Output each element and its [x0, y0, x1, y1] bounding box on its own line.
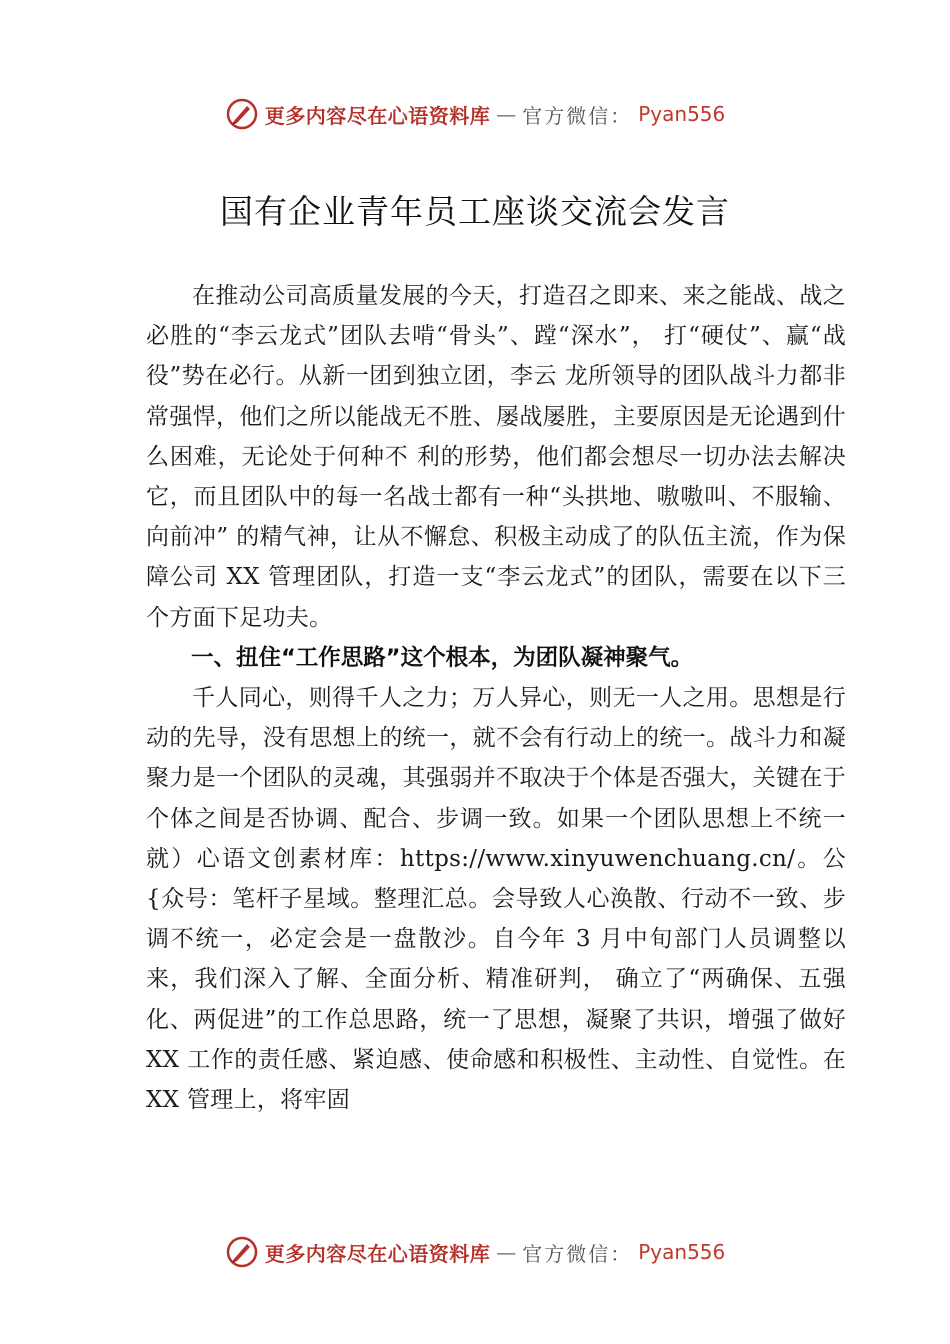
quill-seal-logo-icon [225, 1235, 259, 1269]
banner-wechat-id: Pyan556 [638, 102, 726, 126]
footer-wechat-id: Pyan556 [638, 1240, 726, 1264]
section-paragraph: 千人同心，则得千人之力；万人异心，则无一人之用。思想是行动的先导，没有思想上的统一，就不会有行动上的统一。战斗力和凝聚力是一个团队的灵魂，其强弱并不取决于个体是否强大，关键在于个体之间是否协调、配合、步调一致。如果一个团队思想上不统一就）心语文创素材库：https://www.xinyuwenchuang.cn/。公{众号：笔杆子星域。整理汇总。会导致人心涣散、行动不一致、步调不统一，必定会是一盘散沙。自今年 3 月中旬部门人员调整以来，我们深入了解、全面分析、精准研判， 确立了“两确保、五强化、两促进”的工作总思路，统一了思想，凝聚了共识，增强了做好 XX 工作的责任感、紧迫感、使命感和积极性、主动性、自觉性。在 XX 管理上，将牢固 [146, 685, 846, 1114]
section-heading: 一、扭住“工作思路”这个根本，为团队凝神聚气。 [191, 644, 694, 671]
document-title: 国有企业青年员工座谈交流会发言 [220, 192, 730, 231]
banner-wechat-label: 官方微信： [522, 103, 633, 128]
footer-banner [0, 1232, 950, 1272]
banner-site-name: 更多内容尽在心语资料库 [264, 103, 491, 128]
intro-paragraph: 在推动公司高质量发展的今天，打造召之即来、来之能战、战之必胜的“李云龙式”团队去啃“骨头”、蹚“深水”， 打“硬仗”、赢“战役”势在必行。从新一团到独立团，李云 龙所领导的团队战斗力都非常强悍，他们之所以能战无不胜、屡战屡胜，主要原因是无论遇到什么困难，无论处于何种不 利的形势，他们都会想尽一切办法去解决它，而且团队中的每一名战士都有一种“头拱地、嗷嗷叫、不服输、向前冲” 的精气神，让从不懈怠、积极主动成了的队伍主流，作为保 障公司 XX 管理团队，打造一支“李云龙式”的团队，需要在以下三个方面下足功夫。 [146, 283, 846, 631]
banner-separator: — [496, 102, 517, 126]
document-body [146, 276, 846, 1120]
quill-seal-logo-icon [225, 97, 259, 131]
footer-wechat-label: 官方微信： [522, 1241, 633, 1266]
footer-site-name: 更多内容尽在心语资料库 [264, 1241, 491, 1266]
footer-separator: — [496, 1240, 517, 1264]
header-banner [0, 94, 950, 134]
